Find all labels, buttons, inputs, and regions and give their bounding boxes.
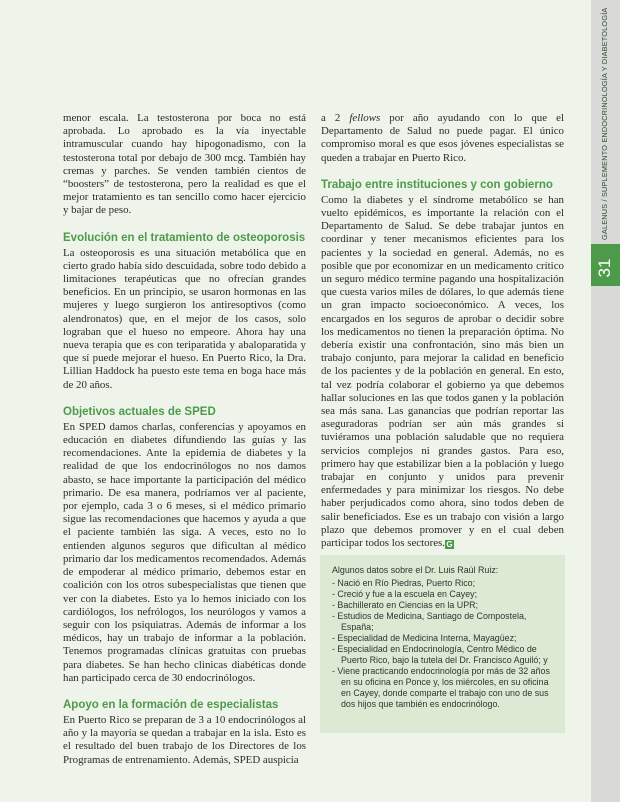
page-number: 31 [595,258,614,278]
section-text-sped: En SPED damos charlas, conferencias y apoyamos en educación en diabetes difundiendo las guías y las recomendaciones. Ante la epidemia de diabetes y la realidad de que los endocrinólogos no nos damos abasto, se hace importante la participación del médico primario. De esa manera, podríamos ver al paciente, por ejemplo, cada 3 o 6 meses, si el médico primario sigue las recomendaciones que hacemos y ayuda a que el paciente también las siga. A veces, esto no lo entienden algunos seguros que dificultan al médico primario dar los medicamentos recomendados. Además de empoderar al médico primario, debemos estar en coalición con los otros subespecialistas que tienen que ver con la diabetes. Esto ya lo hemos iniciado con los cardiólogos, los nefrólogos, los neurólogos y vamos a seguir con los psiquiatras. Además de informar a los médicos, hay un trabajo de informar a la población. Tenemos programadas clínicas gratuitas con pruebas para diabetes. Se han hecho clinicas diabéticas donde han participado cerca de 30 endocrinólogos. [63,420,306,684]
section-heading-especialistas: Apoyo en la formación de especialistas [63,698,279,711]
right-column [321,112,564,550]
sidebar-label-text: GALENUS / SUPLEMENTO ENDOCRINOLOGÍA Y DIABETOLOGÍA [600,7,609,240]
list-item: - Especialidad en Endocrinología, Centro Médico de Puerto Rico, bajo la tutela del Dr. Francisco Aguiló; y [332,644,553,666]
info-box-title: Algunos datos sobre el Dr. Luis Raúl Ruiz: [332,565,499,575]
list-item: - Viene practicando endocrinología por más de 32 años en su oficina en Ponce y, los miércoles, en su oficina en Cayey, donde comparte el trabajo con uno de sus dos hijos que también es endocrinólogo. [332,666,553,710]
continuation-italic: fellows [349,112,381,124]
section-heading-sped: Objetivos actuales de SPED [63,405,216,418]
info-box-list [332,578,553,710]
list-item: - Creció y fue a la escuela en Cayey; [332,589,553,600]
continuation-paragraph [321,112,564,165]
continuation-a: a 2 [321,112,350,124]
list-item: - Estudios de Medicina, Santiago de Compostela, España; [332,611,553,633]
continuation-b: por año ayudando con lo que el Departamento de Salud no puede pagar. El único compromiso moral es que esos jóvenes especialistas se queden a trabajar en Puerto Rico. [321,112,564,164]
section-heading-instituciones: Trabajo entre instituciones y con gobierno [321,178,553,191]
info-box [320,555,565,733]
list-item: - Nació en Río Piedras, Puerto Rico; [332,578,553,589]
section-heading-osteoporosis: Evolución en el tratamiento de osteoporosis [63,231,306,244]
section-text-especialistas: En Puerto Rico se preparan de 3 a 10 endocrinólogos al año y la mayoría se quedan a trabajar en la isla. Esto es el resultado del buen trabajo de los Directores de los Programas de entrenamiento. Además, SPED auspicia [63,713,306,766]
intro-paragraph: menor escala. La testosterona por boca no está aprobada. Lo aprobado es la vía inyectable intramuscular cuando hay hipogonadismo, con la testosterona total por debajo de 300 mcg. También hay cremas y parches. Se venden también cientos de “boosters” de testosterona, pero la realidad es que el mejor tratamiento es tan sencillo como hacer ejercicio y bajar de peso. [63,112,306,217]
section-text-osteoporosis: La osteoporosis es una situación metabólica que en cierto grado había sido descuidada, sobre todo debido a limitaciones terapéuticas que no ofrecían grandes beneficios. En un principio, se usaron hormonas en las mujeres y luego surgieron los antiresoptivos (como alendronatos) que, en el mejor de los casos, solo lograban que el hueso no empeore. Ahora hay una nueva terapia que es con teriparatida y abaloparatida y que sí puede mejorar el hueso. En Puerto Rico, la Dra. Lillian Haddock ha puesto este tema en boga hace más de 20 años. [63,246,306,391]
instituciones-text: Como la diabetes y el síndrome metabólico se han vuelto epidémicos, es importante la relación con el Departamento de Salud. Se debe trabajar juntos en coordinar y tener mecanismos eficientes para los pacientes y la sociedad en general. Además, no es posible que por economizar en un medicamento crítico un seguro médico termine pagando una hospitalización que cuesta varios miles de dólares, lo que además tiene un gran impacto socioeconómico. A veces, los encargados en los seguros de aprobar o decidir sobre los medicamentos no tienen la preparación óptima. No debería existir una confrontación, sino más bien un trabajo conjunto, para mejorar la calidad en beneficio de los pacientes y de la población en general. En esto, tal vez podría colaborar el gobierno ya que debemos hallar soluciones en las que todos ganen y la población sea más sana. Las ganancias que podrían reportar las aseguradoras podrían ser aún más grandes si tuviéramos una población saludable que no requiera servicios complejos ni grandes gastos. Para eso, primero hay que estabilizar bien a la población y luego trabajar en conjunto y unidos para prevenir enfermedades y para minimizar los riesgos. No debe haber perjudicados como ahora, sino todos deben de salir beneficiados. Ese es un trabajo con visión a largo plazo que debemos promover y en el cual deben participar todos los sectores. [321,193,564,550]
left-column [63,112,306,767]
end-mark-icon: G [446,540,453,550]
list-item: - Bachillerato en Ciencias en la UPR; [332,600,553,611]
section-text-instituciones [321,194,564,550]
list-item: - Especialidad de Medicina Interna, Mayagüez; [332,633,553,644]
